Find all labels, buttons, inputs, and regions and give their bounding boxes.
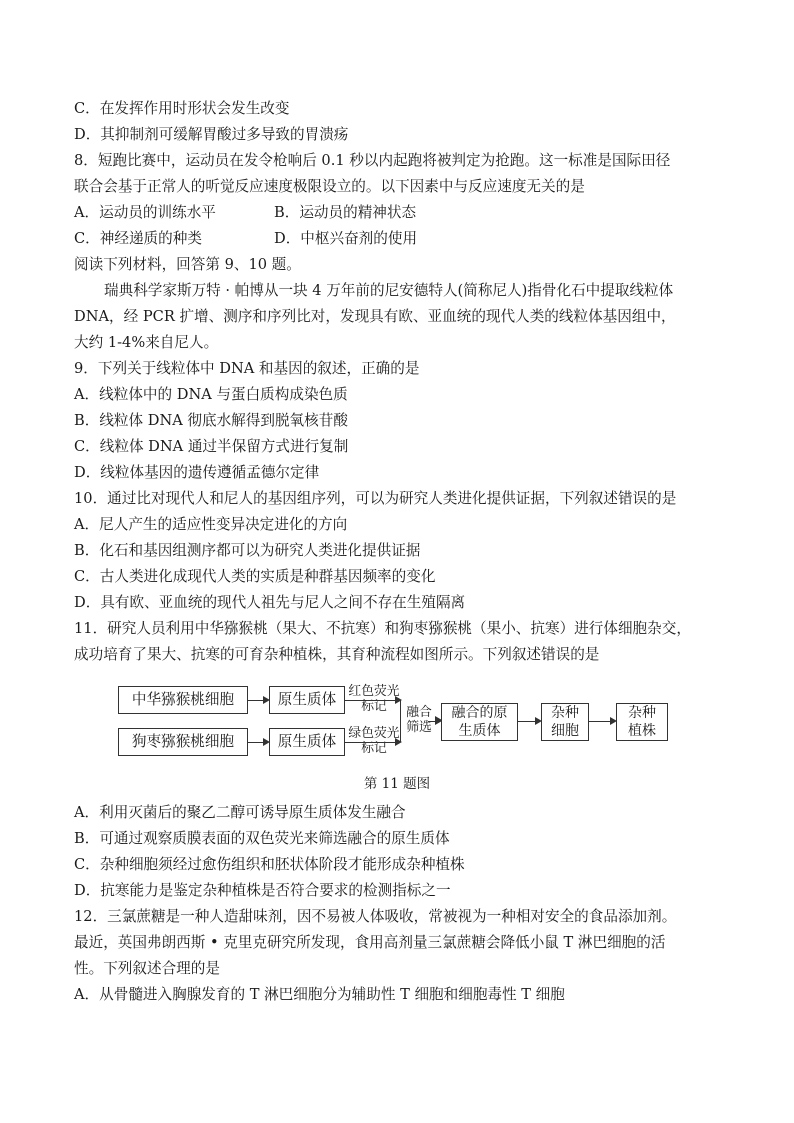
q10-option-c: C．古人类进化成现代人类的实质是种群基因频率的变化	[74, 568, 436, 585]
q8-options-ab	[74, 203, 417, 223]
q8-option-d: D．中枢兴奋剂的使用	[274, 230, 418, 247]
protoplast-box-1: 原生质体	[269, 686, 345, 714]
breeding-flow-diagram	[118, 683, 678, 773]
green-fluorescence-label: 绿色荧光标记	[348, 726, 400, 756]
q11-option-b: B．可通过观察质膜表面的双色荧光来筛选融合的原生质体	[74, 830, 450, 847]
material-line-3: 大约 1-4%来自尼人。	[74, 334, 219, 351]
arrow-3b	[345, 742, 400, 743]
fusion-screening-label: 融合筛选	[406, 705, 432, 735]
hybrid-plant-box: 杂种植株	[616, 703, 668, 741]
question-12-stem-end: 性。下列叙述合理的是	[74, 960, 220, 977]
question-12-stem: 12．三氯蔗糖是一种人造甜味剂，因不易被人体吸收，常被视为一种相对安全的食品添加剂。	[74, 908, 677, 925]
protoplast-box-2: 原生质体	[269, 728, 345, 756]
cell-box-chinese-kiwi: 中华猕猴桃细胞	[118, 686, 248, 714]
question-9-stem: 9．下列关于线粒体中 DNA 和基因的叙述，正确的是	[74, 360, 420, 377]
question-10-stem: 10．通过比对现代人和尼人的基因组序列，可以为研究人类进化提供证据，下列叙述错误的是	[74, 490, 677, 507]
q8-option-a: A．运动员的训练水平	[74, 204, 216, 221]
hybrid-cell-box: 杂种细胞	[541, 703, 589, 741]
q9-option-a: A．线粒体中的 DNA 与蛋白质构成染色质	[74, 386, 348, 403]
q9-option-d: D．线粒体基因的遗传遵循孟德尔定律	[74, 464, 320, 481]
arrow-5	[518, 721, 540, 722]
question-8-stem-cont: 联合会基于正常人的听觉反应速度极限设立的。以下因素中与反应速度无关的是	[74, 178, 585, 195]
question-11-stem: 11．研究人员利用中华猕猴桃（果大、不抗寒）和狗枣猕猴桃（果小、抗寒）进行体细胞杂交，	[74, 620, 691, 637]
q8-options-cd	[74, 229, 418, 249]
reading-intro: 阅读下列材料，回答第 9、10 题。	[74, 256, 301, 273]
q8-option-c: C．神经递质的种类	[74, 230, 202, 247]
arrow-2	[248, 742, 268, 743]
q9-option-b: B．线粒体 DNA 彻底水解得到脱氧核苷酸	[74, 412, 348, 429]
question-8-stem: 8．短跑比赛中，运动员在发令枪响后 0.1 秒以内起跑将被判定为抢跑。这一标准是国际田径	[74, 152, 671, 169]
figure-caption: 第 11 题图	[363, 776, 431, 792]
q10-option-d: D．具有欧、亚血统的现代人祖先与尼人之间不存在生殖隔离	[74, 594, 466, 611]
material-line-1: 瑞典科学家斯万特 · 帕博从一块 4 万年前的尼安德特人(简称尼人)指骨化石中提取线粒体	[104, 282, 674, 299]
arrow-4	[428, 721, 440, 722]
arrow-1	[248, 700, 268, 701]
q8-option-b: B．运动员的精神状态	[274, 204, 417, 221]
q12-option-a: A．从骨髓进入胸腺发育的 T 淋巴细胞分为辅助性 T 细胞和细胞毒性 T 细胞	[74, 986, 565, 1003]
q9-option-c: C．线粒体 DNA 通过半保留方式进行复制	[74, 438, 349, 455]
merge-bar	[400, 700, 401, 742]
q11-option-c: C．杂种细胞须经过愈伤组织和胚状体阶段才能形成杂种植株	[74, 856, 465, 873]
q11-option-d: D．抗寒能力是鉴定杂种植株是否符合要求的检测指标之一	[74, 882, 451, 899]
q10-option-a: A．尼人产生的适应性变异决定进化的方向	[74, 516, 348, 533]
option-c-q7: C．在发挥作用时形状会发生改变	[74, 100, 290, 117]
q11-option-a: A．利用灭菌后的聚乙二醇可诱导原生质体发生融合	[74, 804, 406, 821]
question-12-stem-cont: 最近，英国弗朗西斯 • 克里克研究所发现，食用高剂量三氯蔗糖会降低小鼠 T 淋巴细胞的活	[74, 934, 666, 951]
arrow-6	[589, 721, 615, 722]
material-line-2: DNA，经 PCR 扩增、测序和序列比对，发现具有欧、亚血统的现代人类的线粒体基因组中，	[74, 308, 676, 325]
fused-protoplast-box: 融合的原生质体	[441, 703, 518, 741]
q10-option-b: B．化石和基因组测序都可以为研究人类进化提供证据	[74, 542, 421, 559]
cell-box-dogdate-kiwi: 狗枣猕猴桃细胞	[118, 728, 248, 756]
arrow-3a	[345, 700, 400, 701]
option-d-q7: D．其抑制剂可缓解胃酸过多导致的胃溃疡	[74, 126, 349, 143]
question-11-stem-cont: 成功培育了果大、抗寒的可育杂种植株，其育种流程如图所示。下列叙述错误的是	[74, 646, 600, 663]
red-fluorescence-label: 红色荧光标记	[348, 684, 400, 714]
